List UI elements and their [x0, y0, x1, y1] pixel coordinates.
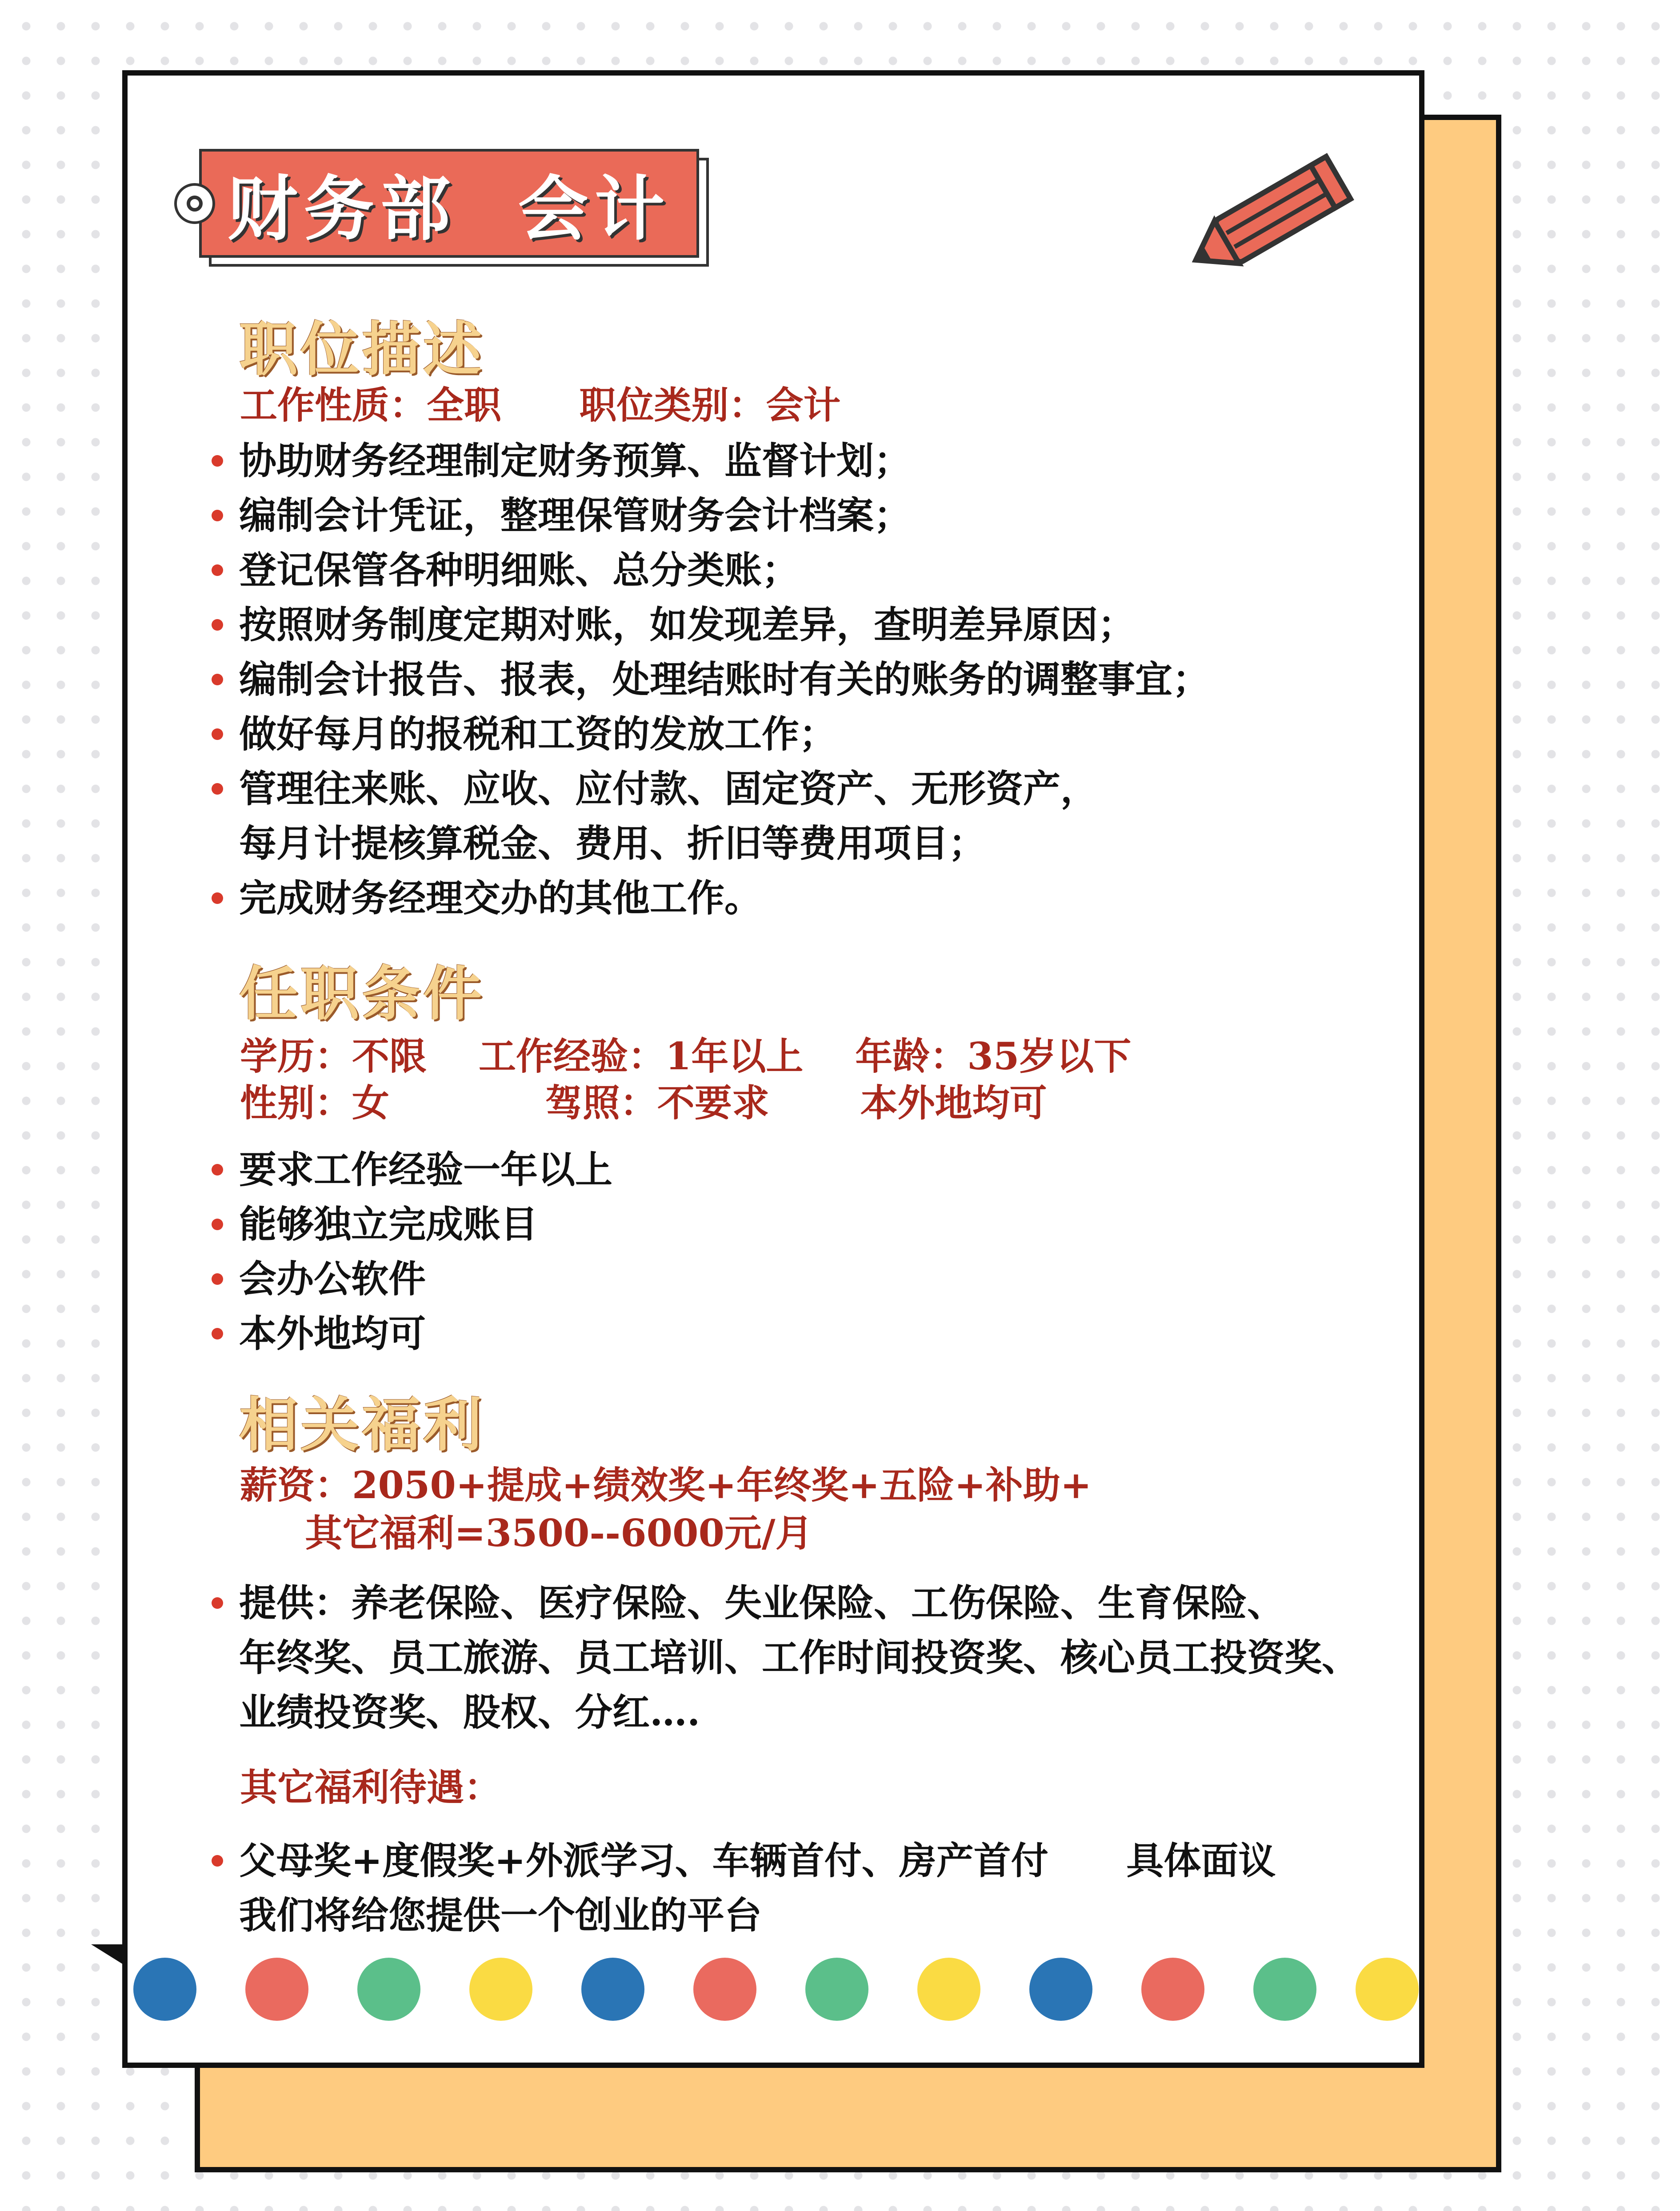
bullet-dot [212, 510, 223, 521]
requirement-line-1: 学历：不限 工作经验：1年以上 年龄：35岁以下 [240, 1034, 1132, 1078]
requirement-line-2: 性别：女 驾照：不要求 本外地均可 [240, 1081, 1047, 1125]
pencil-icon [1182, 142, 1387, 276]
decor-dot [1141, 1958, 1204, 2021]
benefits-list [209, 1575, 1359, 1739]
bullet-dot [212, 1219, 223, 1230]
heading-requirements: 任职条件 [239, 960, 484, 1028]
salary-line-2: 其它福利=3500--6000元/月 [240, 1511, 813, 1555]
job-nature-line: 工作性质：全职 职位类别：会计 [240, 383, 841, 427]
decorative-dots [133, 1958, 1422, 2020]
list-item: 编制会计凭证，整理保管财务会计档案； [209, 488, 1210, 543]
list-item: 能够独立完成账目 [209, 1197, 612, 1251]
decor-dot [469, 1958, 532, 2021]
list-item: 按照财务制度定期对账，如发现差异，查明差异原因； [209, 597, 1210, 652]
list-item: 会办公软件 [209, 1251, 612, 1306]
heading-description: 职位描述 [239, 315, 484, 384]
bullet-dot [212, 1273, 223, 1285]
ring-icon [174, 183, 215, 224]
decor-dot [805, 1958, 868, 2021]
decor-dot [693, 1958, 756, 2021]
heading-benefits: 相关福利 [239, 1391, 484, 1459]
list-item: 提供：养老保险、医疗保险、失业保险、工伤保险、生育保险、 年终奖、员工旅游、员工培训、工作时间投资奖、核心员工投资奖、 业绩投资奖、股权、分红…. [209, 1575, 1359, 1739]
duties-list [209, 433, 1210, 925]
bullet-dot [212, 783, 223, 795]
list-item: 登记保管各种明细账、总分类账； [209, 543, 1210, 597]
list-item: 父母奖+度假奖+外派学习、车辆首付、房产首付 具体面议 我们将给您提供一个创业的平台 [209, 1833, 1276, 1943]
bullet-dot [212, 728, 223, 740]
page-title: 财务部 会计 [227, 168, 671, 250]
requirements-list [209, 1142, 612, 1361]
decor-dot [1253, 1958, 1316, 2021]
list-item: 做好每月的报税和工资的发放工作； [209, 707, 1210, 761]
other-benefits-list [209, 1833, 1276, 1943]
bullet-dot [212, 892, 223, 904]
salary-line-1: 薪资：2050+提成+绩效奖+年终奖+五险+补助+ [240, 1463, 1092, 1507]
list-item: 协助财务经理制定财务预算、监督计划； [209, 433, 1210, 488]
bullet-dot [212, 619, 223, 631]
corner-notch [91, 1944, 127, 1967]
list-item: 本外地均可 [209, 1306, 612, 1361]
bullet-dot [212, 455, 223, 467]
list-item: 要求工作经验一年以上 [209, 1142, 612, 1197]
list-item: 编制会计报告、报表，处理结账时有关的账务的调整事宜； [209, 652, 1210, 707]
other-benefits-label: 其它福利待遇： [240, 1765, 502, 1809]
bullet-dot [212, 1855, 223, 1867]
decor-dot [1356, 1958, 1419, 2021]
decor-dot [1029, 1958, 1092, 2021]
decor-dot [917, 1958, 980, 2021]
bullet-dot [212, 564, 223, 576]
bullet-dot [212, 674, 223, 685]
decor-dot [357, 1958, 420, 2021]
decor-dot [245, 1958, 308, 2021]
decor-dot [581, 1958, 644, 2021]
bullet-dot [212, 1597, 223, 1609]
bullet-dot [212, 1164, 223, 1175]
bullet-dot [212, 1328, 223, 1339]
list-item: 完成财务经理交办的其他工作。 [209, 871, 1210, 925]
list-item: 管理往来账、应收、应付款、固定资产、无形资产， 每月计提核算税金、费用、折旧等费用项目； [209, 761, 1210, 871]
decor-dot [133, 1958, 196, 2021]
title-banner [199, 149, 699, 258]
